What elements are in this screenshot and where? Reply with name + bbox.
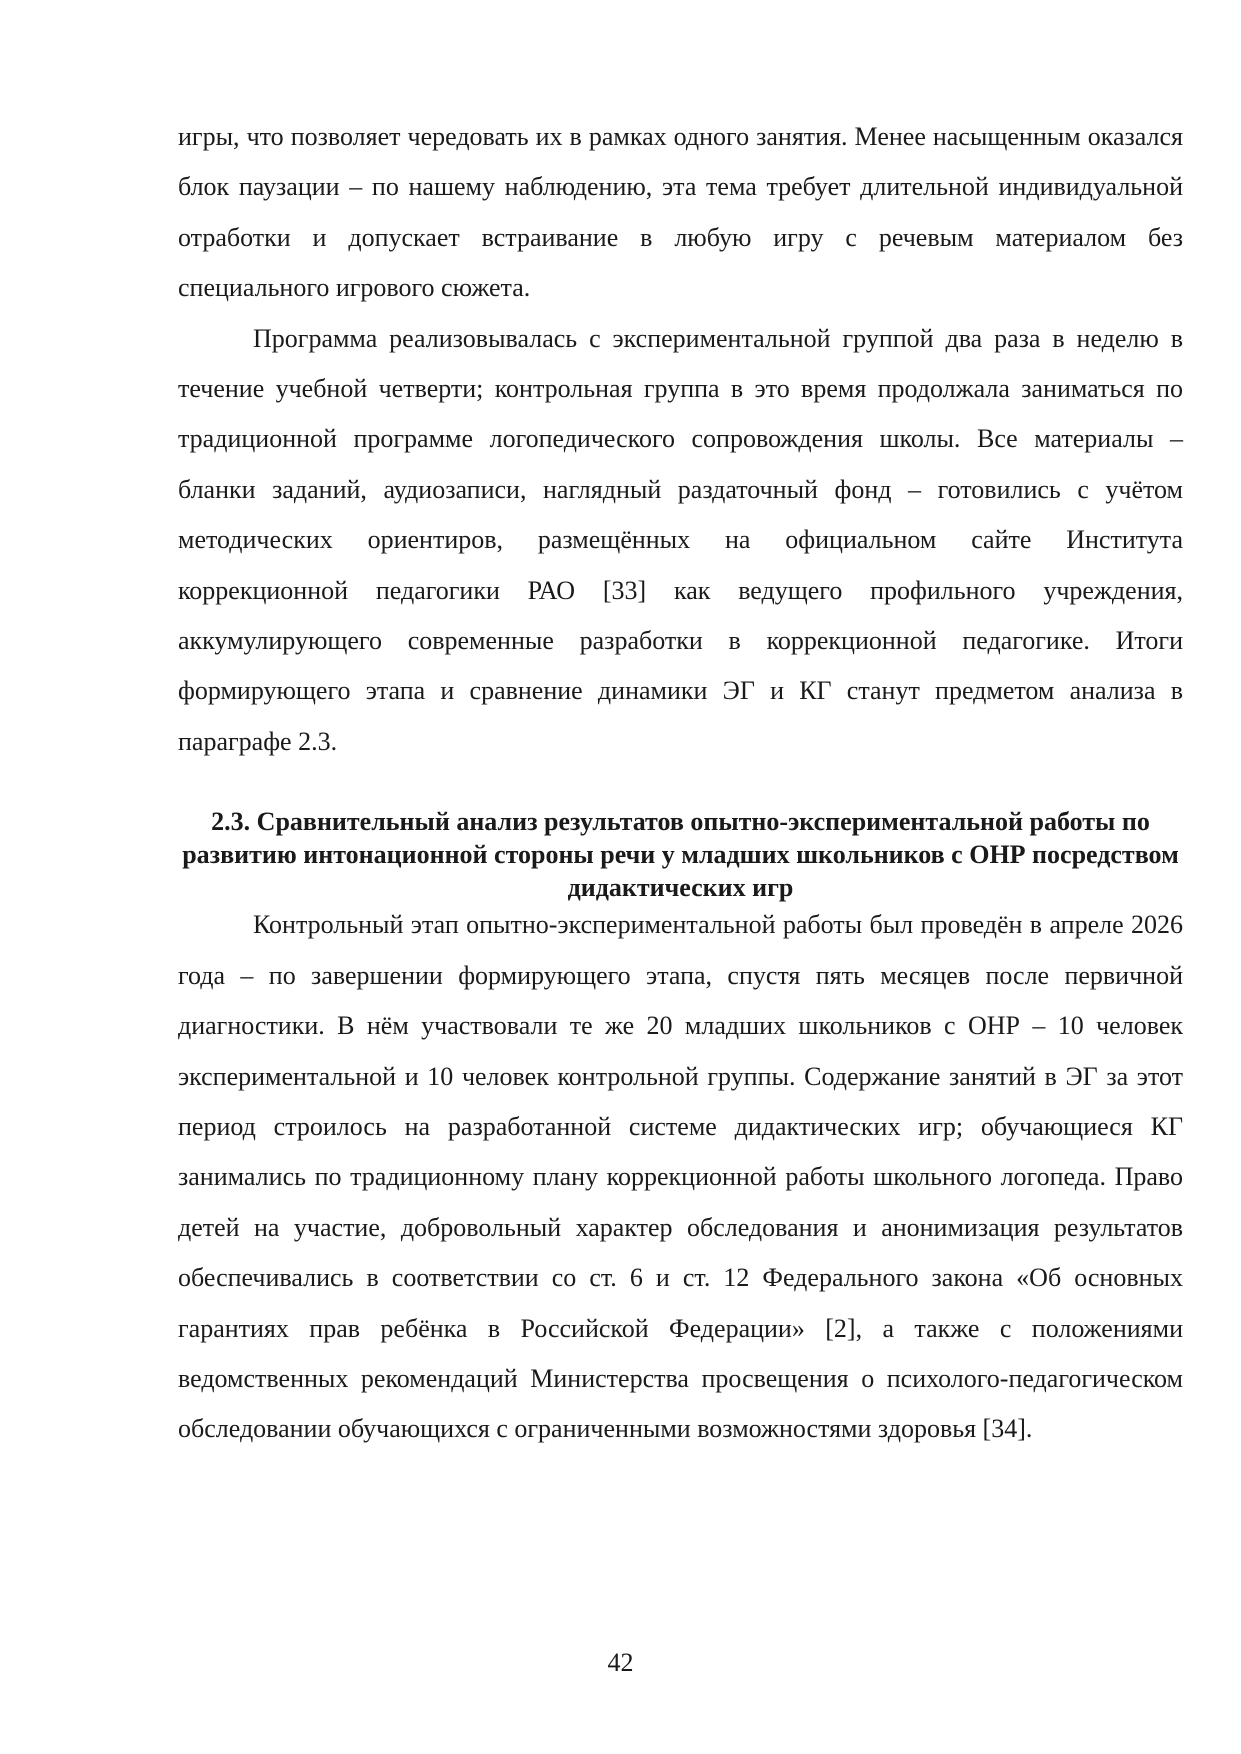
document-page [178, 112, 1183, 1455]
paragraph-games-blocks: игры, что позволяет чередовать их в рамках одного занятия. Менее насыщенным оказался блок паузации – по нашему наблюдению, эта тема требует длительной индивидуальной отработки и допускает встраивание в любую игру с речевым материалом без специального игрового сюжета. [178, 122, 1183, 303]
page-number: 42 [607, 1648, 634, 1677]
paragraph-program-implementation: Программа реализовывалась с экспериментальной группой два раза в неделю в течение учебной четверти; контрольная группа в это время продолжала заниматься по традиционной программе логопедического сопровождения школы. Все материалы – бланки заданий, аудиозаписи, наглядный раздаточный фонд – готовились с учётом методических ориентиров, размещённых на официальном сайте Института коррекционной педагогики РАО [33] как ведущего профильного учреждения, аккумулирующего современные разработки в коррекционной педагогике. Итоги формирующего этапа и сравнение динамики ЭГ и КГ станут предметом анализа в параграфе 2.3. [178, 323, 1183, 756]
section-heading-2-3: 2.3. Сравнительный анализ результатов опытно-экспериментальной работы по развитию интонационной стороны речи у младших школьников с ОНР посредством дидактических игр [182, 807, 1179, 903]
paragraph-control-stage: Контрольный этап опытно-экспериментальной работы был проведён в апреле 2026 года – по завершении формирующего этапа, спустя пять месяцев после первичной диагностики. В нём участвовали те же 20 младших школьников с ОНР – 10 человек экспериментальной и 10 человек контрольной группы. Содержание занятий в ЭГ за этот период строилось на разработанной системе дидактических игр; обучающиеся КГ занимались по традиционному плану коррекционной работы школьного логопеда. Право детей на участие, добровольный характер обследования и анонимизация результатов обеспечивались в соответствии со ст. 6 и ст. 12 Федерального закона «Об основных гарантиях прав ребёнка в Российской Федерации» [2], а также с положениями ведомственных рекомендаций Министерства просвещения о психолого-педагогическом обследовании обучающихся с ограниченными возможностями здоровья [34]. [178, 910, 1183, 1444]
